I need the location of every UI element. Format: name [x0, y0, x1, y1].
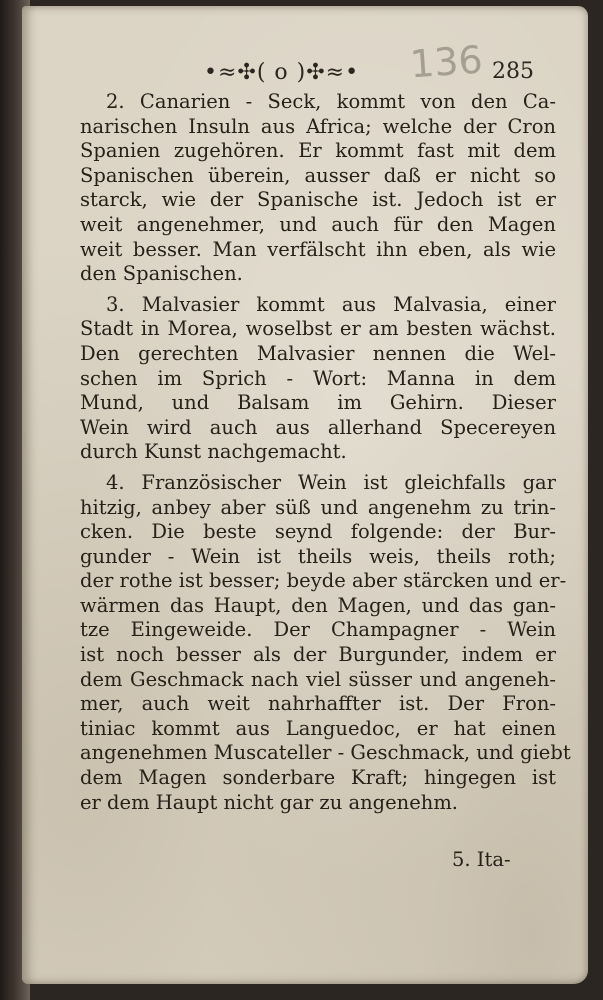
text-line: 3. Malvasier kommt aus Malvasia, einer: [106, 292, 556, 316]
page-body-text: [80, 90, 571, 821]
catchword: 5. Ita-: [452, 848, 511, 871]
text-line: 4. Französischer Wein ist gleichfalls gar: [106, 470, 556, 494]
text-line: schen im Sprich - Wort: Manna in dem: [80, 366, 556, 390]
text-line: ist noch besser als der Burgunder, indem er: [80, 643, 556, 667]
text-line: durch Kunst nachgemacht.: [80, 440, 347, 464]
book-page: [22, 6, 588, 984]
text-line: angenehmen Muscateller - Geschmack, und giebt: [80, 741, 571, 765]
text-line: cken. Die beste seynd folgende: der Bur-: [80, 520, 556, 544]
text-line: starck, wie der Spanische ist. Jedoch ist er: [80, 188, 556, 212]
text-line: dem Geschmack nach viel süsser und angeneh-: [80, 667, 556, 691]
text-line: narischen Insuln aus Africa; welche der Cron: [80, 114, 556, 138]
text-line: wärmen das Haupt, den Magen, und das gan-: [80, 593, 556, 617]
text-line: 2. Canarien - Seck, kommt von den Ca-: [106, 90, 556, 113]
text-line: tze Eingeweide. Der Champagner - Wein: [80, 618, 556, 642]
text-line: hitzig, anbey aber süß und angenehm zu trin-: [80, 495, 556, 519]
text-line: Mund, und Balsam im Gehirn. Dieser: [80, 391, 556, 415]
text-line: Stadt in Morea, woselbst er am besten wächst.: [80, 317, 556, 341]
text-line: den Spanischen.: [80, 262, 243, 286]
page-header: [22, 37, 588, 94]
text-line: tiniac kommt aus Languedoc, er hat einen: [80, 716, 556, 740]
pencil-page-note: 136: [408, 37, 484, 87]
text-line: Spanien zugehören. Er kommt fast mit dem: [80, 139, 556, 163]
text-line: der rothe ist besser; beyde aber stärcken und er-: [80, 569, 567, 593]
text-line: mer, auch weit nahrhaffter ist. Der Fron-: [80, 692, 556, 716]
page-number: 285: [492, 59, 534, 84]
paragraph-canarien-seck: [80, 90, 556, 287]
text-line: Den gerechten Malvasier nennen die Wel-: [80, 341, 556, 365]
text-line: dem Magen sonderbare Kraft; hingegen ist: [80, 766, 556, 790]
text-line: er dem Haupt nicht gar zu angenehm.: [80, 790, 459, 814]
text-line: weit besser. Man verfälscht ihn eben, als wie: [80, 237, 556, 261]
text-line: weit angenehmer, und auch für den Magen: [80, 212, 556, 236]
paragraph-malvasier: [80, 293, 556, 465]
header-ornament: •≈✣( o )✣≈•: [204, 60, 360, 85]
text-line: Wein wird auch aus allerhand Specereyen: [80, 415, 556, 439]
paragraph-franzoesischer-wein: [80, 470, 571, 815]
text-line: Spanischen überein, ausser daß er nicht so: [80, 163, 556, 187]
text-line: gunder - Wein ist theils weis, theils roth;: [80, 544, 556, 568]
